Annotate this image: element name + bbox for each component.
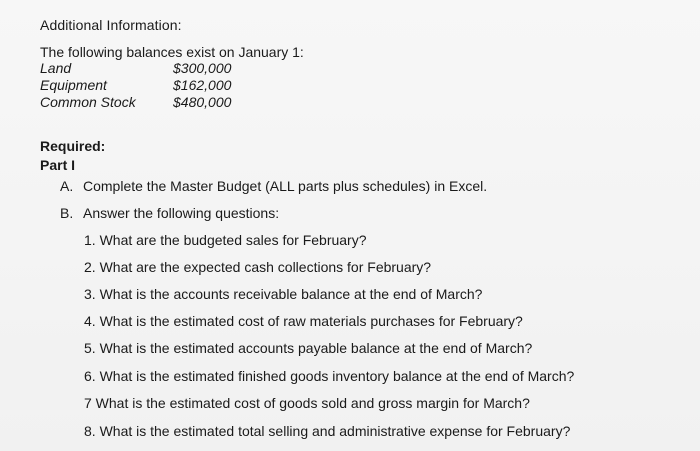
question-4: 4. What is the estimated cost of raw materials purchases for February? bbox=[84, 313, 523, 329]
question-7: 7 What is the estimated cost of goods sold and gross margin for March? bbox=[84, 395, 530, 411]
item-text: Answer the following questions: bbox=[83, 205, 280, 221]
balance-row-common-stock bbox=[40, 94, 253, 111]
balance-value: $300,000 bbox=[173, 60, 232, 76]
section-heading: Additional Information: bbox=[40, 17, 182, 33]
balance-value: $162,000 bbox=[173, 77, 232, 93]
balance-label: Common Stock bbox=[40, 94, 136, 110]
balance-row-land bbox=[40, 60, 253, 77]
balance-label: Equipment bbox=[40, 77, 107, 93]
question-1: 1. What are the budgeted sales for February? bbox=[84, 232, 367, 248]
question-2: 2. What are the expected cash collections for February? bbox=[84, 259, 432, 275]
balance-label: Land bbox=[40, 60, 72, 76]
required-heading: Required: bbox=[40, 138, 106, 154]
balances-table bbox=[40, 60, 253, 111]
balances-intro: The following balances exist on January 1: bbox=[40, 44, 304, 60]
item-marker: A. bbox=[60, 178, 74, 194]
item-b bbox=[60, 205, 279, 221]
question-6: 6. What is the estimated finished goods inventory balance at the end of March? bbox=[84, 368, 575, 384]
question-3: 3. What is the accounts receivable balance at the end of March? bbox=[84, 286, 483, 302]
question-5: 5. What is the estimated accounts payable balance at the end of March? bbox=[84, 340, 533, 356]
question-8: 8. What is the estimated total selling and administrative expense for February? bbox=[84, 423, 571, 439]
balance-value: $480,000 bbox=[173, 94, 232, 110]
item-a bbox=[60, 178, 487, 194]
part-heading: Part I bbox=[40, 157, 76, 173]
item-marker: B. bbox=[60, 205, 74, 221]
balance-row-equipment bbox=[40, 77, 253, 94]
item-text: Complete the Master Budget (ALL parts plus schedules) in Excel. bbox=[83, 178, 488, 194]
